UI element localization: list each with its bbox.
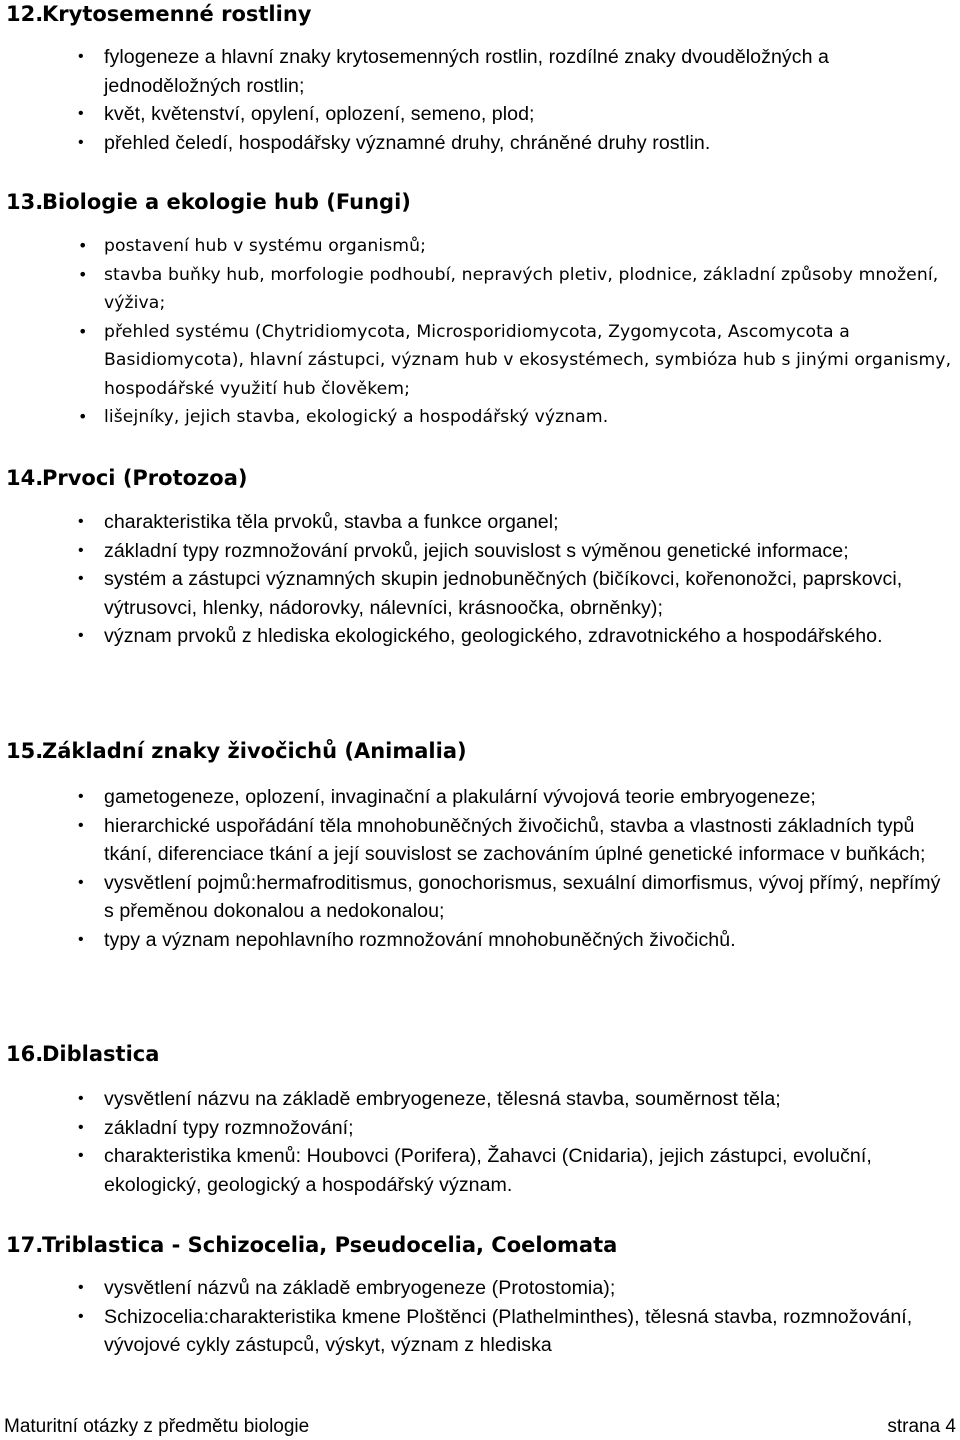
bullet-icon: • xyxy=(78,1279,84,1296)
bullet-icon: • xyxy=(78,570,84,587)
list-item: • stavba buňky hub, morfologie podhoubí, nepravých pletiv, plodnice, základní způsoby množení, výživa; xyxy=(0,261,960,318)
page-number: strana 4 xyxy=(887,1416,956,1437)
section-heading xyxy=(6,1040,159,1068)
list-item: • význam prvoků z hlediska ekologického, geologického, zdravotnického a hospodářského. xyxy=(0,622,960,651)
page-footer xyxy=(0,1414,960,1440)
list-item: • lišejníky, jejich stavba, ekologický a hospodářský význam. xyxy=(0,403,960,432)
list-item: • vysvětlení názvu na základě embryogeneze, tělesná stavba, souměrnost těla; xyxy=(0,1085,960,1114)
section-number: 14. xyxy=(6,466,44,490)
section-heading xyxy=(6,737,467,765)
bullet-icon: • xyxy=(78,513,84,530)
list-item: • systém a zástupci významných skupin jednobuněčných (bičíkovci, kořenonožci, paprskovci, výtrusovci, hlenky, nádorovky, nálevníci, krásnoočka, obrněnky); xyxy=(0,565,960,622)
section-number: 13. xyxy=(6,190,44,214)
section-number: 12. xyxy=(6,2,44,26)
list-item: • vysvětlení pojmů:hermafroditismus, gonochorismus, sexuální dimorfismus, vývoj přímý, nepřímý s přeměnou dokonalou a nedokonalou; xyxy=(0,869,960,926)
list-item: • základní typy rozmnožování prvoků, jejich souvislost s výměnou genetické informace; xyxy=(0,537,960,566)
bullet-icon: • xyxy=(78,133,84,151)
bullet-icon: • xyxy=(78,873,84,891)
list-item: • postavení hub v systému organismů; xyxy=(0,232,960,261)
list-item: • přehled čeledí, hospodářsky významné druhy, chráněné druhy rostlin. xyxy=(0,129,960,158)
section-list xyxy=(0,232,960,432)
list-item: • gametogeneze, oplození, invaginační a plakulární vývojová teorie embryogeneze; xyxy=(0,783,960,812)
bullet-icon: • xyxy=(78,1147,84,1164)
list-item: • přehled systému (Chytridiomycota, Microsporidiomycota, Zygomycota, Ascomycota a Basidiomycota), hlavní zástupci, význam hub v ekosystémech, symbióza hub s jinými organismy, hospodářské využití hub člověkem; xyxy=(0,318,960,404)
footer-title: Maturitní otázky z předmětu biologie xyxy=(4,1416,310,1437)
bullet-icon: • xyxy=(78,407,88,426)
section-list xyxy=(0,1274,960,1360)
bullet-icon: • xyxy=(78,930,84,948)
section-title: Diblastica xyxy=(42,1042,160,1066)
section-title: Krytosemenné rostliny xyxy=(42,2,312,26)
section-title: Prvoci (Protozoa) xyxy=(42,466,248,490)
section-list xyxy=(0,783,960,954)
bullet-icon: • xyxy=(78,48,84,65)
list-item: • charakteristika kmenů: Houbovci (Porifera), Žahavci (Cnidaria), jejich zástupci, evoluční, ekologický, geologický a hospodářský význam. xyxy=(0,1142,960,1199)
list-item: • hierarchické uspořádání těla mnohobuněčných živočichů, stavba a vlastnosti základních typů tkání, diferenciace tkání a její souvislost se zachováním úplné genetické informace v buňkách; xyxy=(0,812,960,869)
section-title: Biologie a ekologie hub (Fungi) xyxy=(42,190,411,214)
list-item: • charakteristika těla prvoků, stavba a funkce organel; xyxy=(0,508,960,537)
bullet-icon: • xyxy=(78,627,84,644)
section-title: Triblastica - Schizocelia, Pseudocelia, Coelomata xyxy=(42,1233,618,1257)
bullet-icon: • xyxy=(78,1307,84,1325)
section-list xyxy=(0,43,960,157)
bullet-icon: • xyxy=(78,1090,84,1107)
section-title: Základní znaky živočichů (Animalia) xyxy=(42,739,467,763)
bullet-icon: • xyxy=(78,1118,84,1136)
list-item: • vysvětlení názvů na základě embryogeneze (Protostomia); xyxy=(0,1274,960,1303)
bullet-icon: • xyxy=(78,321,88,341)
section-list xyxy=(0,508,960,651)
bullet-icon: • xyxy=(78,541,84,559)
section-heading xyxy=(6,0,311,28)
bullet-icon: • xyxy=(78,816,84,834)
section-list xyxy=(0,1085,960,1199)
list-item: • základní typy rozmnožování; xyxy=(0,1114,960,1143)
bullet-icon: • xyxy=(78,236,88,255)
section-heading xyxy=(6,1231,617,1259)
bullet-icon: • xyxy=(78,788,84,805)
list-item: • fylogeneze a hlavní znaky krytosemenných rostlin, rozdílné znaky dvouděložných a jednoděložných rostlin; xyxy=(0,43,960,100)
section-heading xyxy=(6,188,411,216)
list-item: • typy a význam nepohlavního rozmnožování mnohobuněčných živočichů. xyxy=(0,926,960,955)
bullet-icon: • xyxy=(78,264,88,284)
bullet-icon: • xyxy=(78,105,84,122)
section-number: 15. xyxy=(6,739,44,763)
section-number: 16. xyxy=(6,1042,44,1066)
section-heading xyxy=(6,464,247,492)
list-item: • květ, květenství, opylení, oplození, semeno, plod; xyxy=(0,100,960,129)
section-number: 17. xyxy=(6,1233,44,1257)
list-item: • Schizocelia:charakteristika kmene Ploštěnci (Plathelminthes), tělesná stavba, rozmnožování, vývojové cykly zástupců, výskyt, význam z hlediska xyxy=(0,1303,960,1360)
